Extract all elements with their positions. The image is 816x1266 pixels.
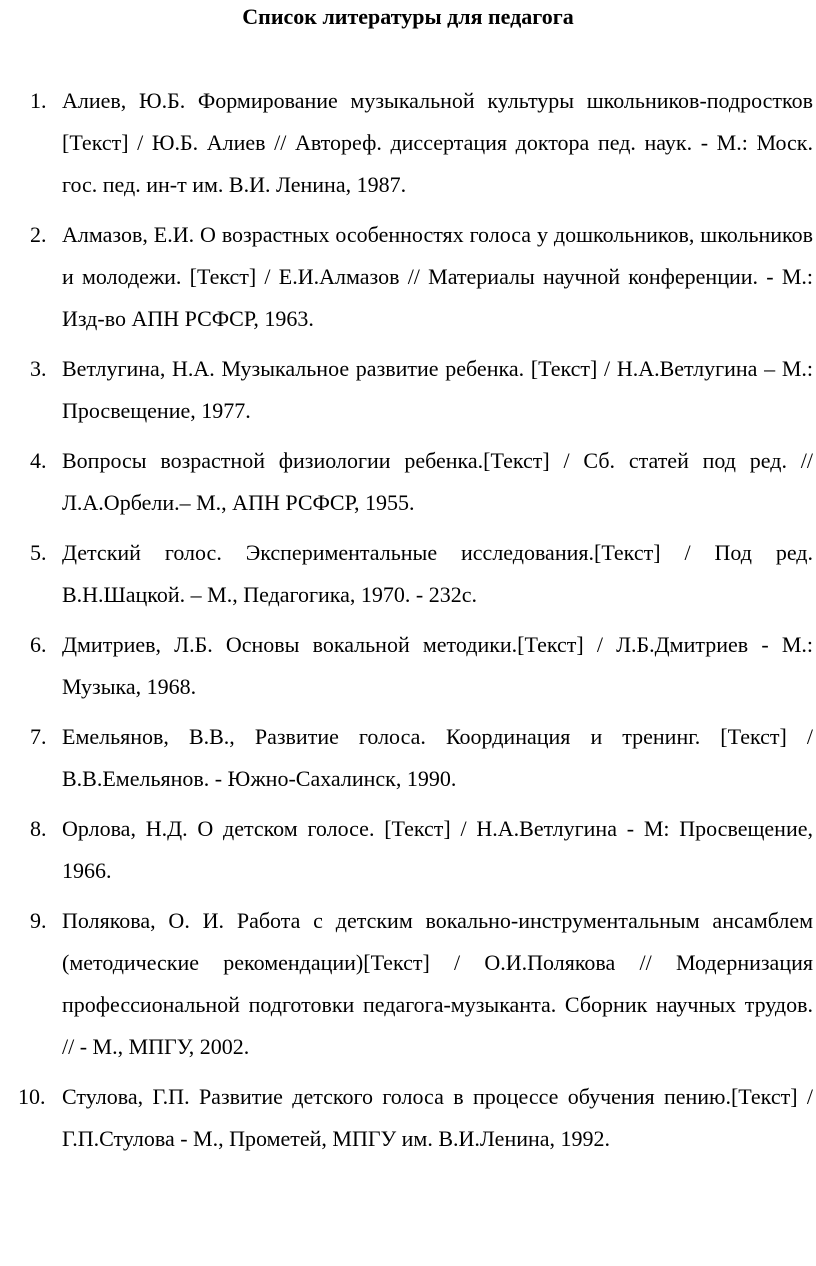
entry-number: 1.: [30, 88, 47, 113]
entry-text: Орлова, Н.Д. О детском голосе. [Текст] / Н.А.Ветлугина - М: Просвещение, 1966.: [62, 816, 813, 883]
entry-number: 2.: [30, 222, 47, 247]
entry-text: Детский голос. Экспериментальные исследования.[Текст] / Под ред. В.Н.Шацкой. – М., Педагогика, 1970. - 232с.: [62, 540, 813, 607]
bibliography-entry: [0, 214, 813, 340]
entry-number: 8.: [30, 816, 47, 841]
bibliography-entry: [0, 348, 813, 432]
entry-text: Алмазов, Е.И. О возрастных особенностях голоса у дошкольников, школьников и молодежи. [Текст] / Е.И.Алмазов // Материалы научной конференции. - М.: Изд-во АПН РСФСР, 1963.: [62, 222, 813, 331]
entry-text: Вопросы возрастной физиологии ребенка.[Текст] / Сб. статей под ред. // Л.А.Орбели.– М., АПН РСФСР, 1955.: [62, 448, 813, 515]
bibliography-entry: [0, 440, 813, 524]
entry-number: 9.: [30, 908, 47, 933]
bibliography-entry: [0, 624, 813, 708]
entry-text: Стулова, Г.П. Развитие детского голоса в процессе обучения пению.[Текст] / Г.П.Стулова - М., Прометей, МПГУ им. В.И.Ленина, 1992.: [62, 1084, 813, 1151]
bibliography-entry: [0, 900, 813, 1068]
entry-text: Ветлугина, Н.А. Музыкальное развитие ребенка. [Текст] / Н.А.Ветлугина – М.: Просвещение, 1977.: [62, 356, 813, 423]
entry-text: Полякова, О. И. Работа с детским вокально-инструментальным ансамблем (методические рекомендации)[Текст] / О.И.Полякова // Модернизация профессиональной подготовки педагога-музыканта. Сборник научных трудов. // - М., МПГУ, 2002.: [62, 908, 813, 1059]
entry-number: 4.: [30, 448, 47, 473]
entry-number: 7.: [30, 724, 47, 749]
bibliography-list: [0, 80, 813, 1168]
entry-number: 6.: [30, 632, 47, 657]
bibliography-entry: [0, 80, 813, 206]
entry-number: 3.: [30, 356, 47, 381]
entry-number: 5.: [30, 540, 47, 565]
entry-text: Емельянов, В.В., Развитие голоса. Координация и тренинг. [Текст] / В.В.Емельянов. - Южно-Сахалинск, 1990.: [62, 724, 813, 791]
entry-text: Дмитриев, Л.Б. Основы вокальной методики.[Текст] / Л.Б.Дмитриев - М.: Музыка, 1968.: [62, 632, 813, 699]
page-title: Список литературы для педагога: [242, 4, 574, 29]
bibliography-entry: [0, 1076, 813, 1160]
bibliography-entry: [0, 808, 813, 892]
entry-number: 10.: [18, 1084, 46, 1109]
bibliography-entry: [0, 532, 813, 616]
entry-text: Алиев, Ю.Б. Формирование музыкальной культуры школьников-подростков [Текст] / Ю.Б. Алиев // Автореф. диссертация доктора пед. наук. - М.: Моск. гос. пед. ин-т им. В.И. Ленина, 1987.: [62, 88, 813, 197]
bibliography-entry: [0, 716, 813, 800]
